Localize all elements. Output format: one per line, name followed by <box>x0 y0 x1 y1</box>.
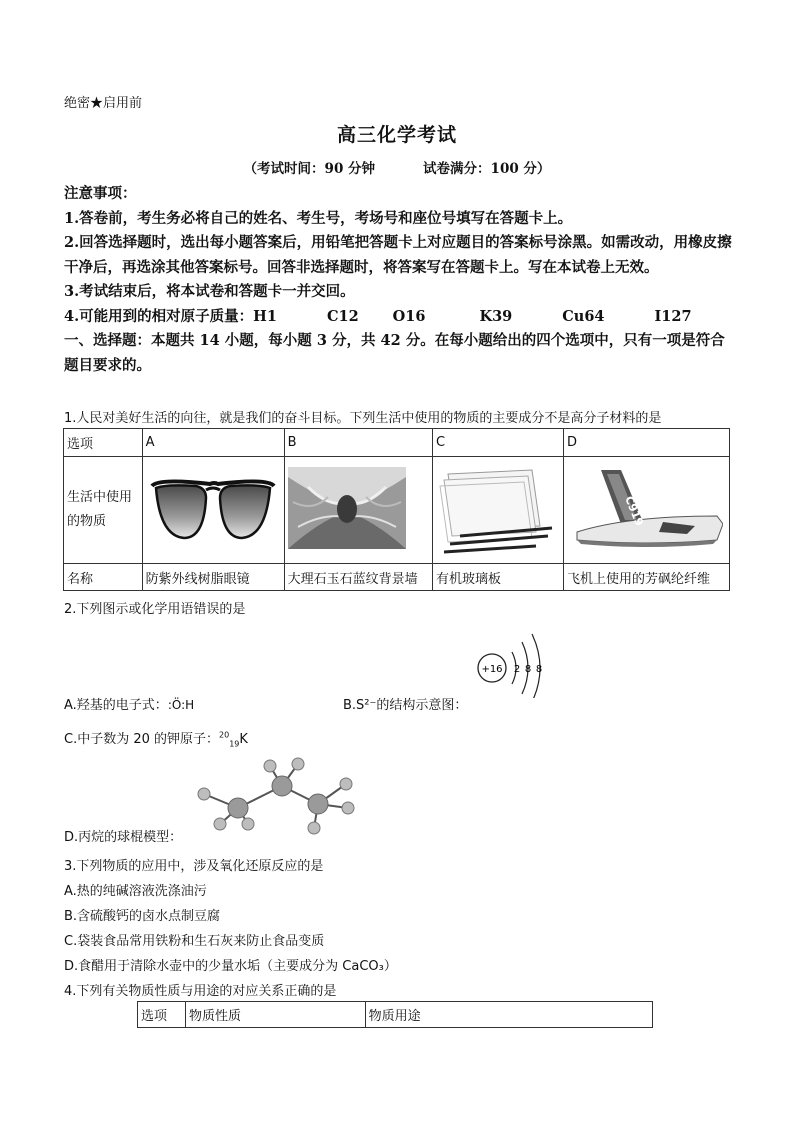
q3-option-c: C.袋装食品常用铁粉和生石灰来防止食品变质 <box>64 934 325 949</box>
nucleus-charge: +16 <box>481 664 503 675</box>
carbon-atom-3 <box>308 794 328 814</box>
exam-score: 试卷满分：100 分） <box>423 161 551 177</box>
q2-option-a <box>64 694 194 713</box>
q1-header-row <box>64 429 730 457</box>
shell-1: 2 <box>513 664 521 675</box>
q4-col-property: 物质性质 <box>185 1002 365 1028</box>
plane-text: C919 <box>622 494 646 528</box>
k-symbol: K <box>239 732 248 747</box>
marble-image <box>288 467 406 549</box>
q1-name-c: 有机玻璃板 <box>433 564 564 591</box>
q4-col-use: 物质用途 <box>365 1002 652 1028</box>
q1-name-b: 大理石玉石蓝纹背景墙 <box>284 564 432 591</box>
exam-time: （考试时间：90 分钟 <box>243 161 376 177</box>
q1-cell-d: D <box>564 429 730 457</box>
mass-c: C12 <box>326 307 359 325</box>
q3-option-b: B.含硫酸钙的卤水点制豆腐 <box>64 909 221 924</box>
notes-section <box>64 182 734 378</box>
note-item-1: 1.答卷前，考生务必将自己的姓名、考生号，考场号和座位号填写在答题卡上。 <box>64 209 573 227</box>
q3-option-a: A.热的纯碱溶液洗涤油污 <box>64 884 207 899</box>
q3-option-d: D.食醋用于清除水壶中的少量水垢（主要成分为 CaCO₃） <box>64 959 397 974</box>
q1-cell-a: A <box>142 429 284 457</box>
q3-stem: 3.下列物质的应用中，涉及氧化还原反应的是 <box>64 859 324 874</box>
q2-a-label: A.羟基的电子式： <box>64 698 168 713</box>
secret-mark: 绝密★启用前 <box>64 96 143 111</box>
note-item-2: 2.回答选择题时，选出每小题答案后，用铅笔把答题卡上对应题目的答案标号涂黑。如需改动，用橡皮擦干净后，再选涂其他答案标号。回答非选择题时，将答案写在答题卡上。写在本试卷上无效。 <box>64 234 732 276</box>
q1-cell-b: B <box>284 429 432 457</box>
airplane-image <box>567 462 723 554</box>
q1-image-row <box>64 457 730 564</box>
mass-cu: Cu64 <box>562 307 605 325</box>
q4-table <box>137 1001 653 1028</box>
q1-img-c-cell <box>433 457 564 564</box>
sunglasses-image <box>146 468 280 548</box>
mass-i: I127 <box>654 307 692 325</box>
q1-img-d-cell <box>564 457 730 564</box>
notes-heading: 注意事项： <box>64 185 137 202</box>
q4-col-option: 选项 <box>138 1002 186 1028</box>
note-item-3: 3.考试结束后，将本试卷和答题卡一并交回。 <box>64 283 355 300</box>
q1-stem: 1.人民对美好生活的向往，就是我们的奋斗目标。下列生活中使用的物质的主要成分不是高分子材料的是 <box>64 411 662 426</box>
k-mass-number: 20 <box>219 730 230 740</box>
q2-stem: 2.下列图示或化学用语错误的是 <box>64 602 246 617</box>
masses-label: 4.可能用到的相对原子质量：H1 <box>64 307 277 325</box>
k-atomic-number: 19 <box>229 739 240 749</box>
exam-title: 高三化学考试 <box>336 124 457 146</box>
mass-o: O16 <box>392 307 426 325</box>
q2-option-c <box>64 728 248 749</box>
q1-img-a-cell <box>142 457 284 564</box>
section1-heading: 一、选择题：本题共 14 小题，每小题 3 分，共 42 分。在每小题给出的四个选项中，只有一项是符合题目要求的。 <box>64 332 725 374</box>
q1-cell-c: C <box>433 429 564 457</box>
q1-name-d: 飞机上使用的芳砜纶纤维 <box>564 564 730 591</box>
propane-ball-stick-model <box>190 756 360 840</box>
sulfide-structure-diagram <box>470 628 550 698</box>
q1-cell-items-label: 生活中使用的物质 <box>64 457 143 564</box>
q4-header-row <box>138 1002 653 1028</box>
q1-cell-option: 选项 <box>64 429 143 457</box>
q1-img-b-cell <box>284 457 432 564</box>
acrylic-sheets-image <box>436 460 560 556</box>
hydroxyl-formula: :Ö:H <box>167 698 195 712</box>
q1-name-a: 防紫外线树脂眼镜 <box>142 564 284 591</box>
shell-3: 8 <box>535 664 543 675</box>
q1-table <box>63 428 730 591</box>
carbon-atom-2 <box>272 776 292 796</box>
q2-option-b: B.S²⁻的结构示意图： <box>343 698 468 713</box>
carbon-atom-1 <box>228 798 248 818</box>
q2-c-label: C.中子数为 20 的钾原子： <box>64 732 220 747</box>
exam-subtitle <box>0 157 794 177</box>
q1-name-label: 名称 <box>64 564 143 591</box>
note-item-4 <box>64 305 734 330</box>
shell-2: 8 <box>524 664 532 675</box>
q4-stem: 4.下列有关物质性质与用途的对应关系正确的是 <box>64 984 337 999</box>
mass-k: K39 <box>479 307 513 325</box>
q1-name-row <box>64 564 730 591</box>
q2-option-d: D.丙烷的球棍模型： <box>64 830 183 845</box>
